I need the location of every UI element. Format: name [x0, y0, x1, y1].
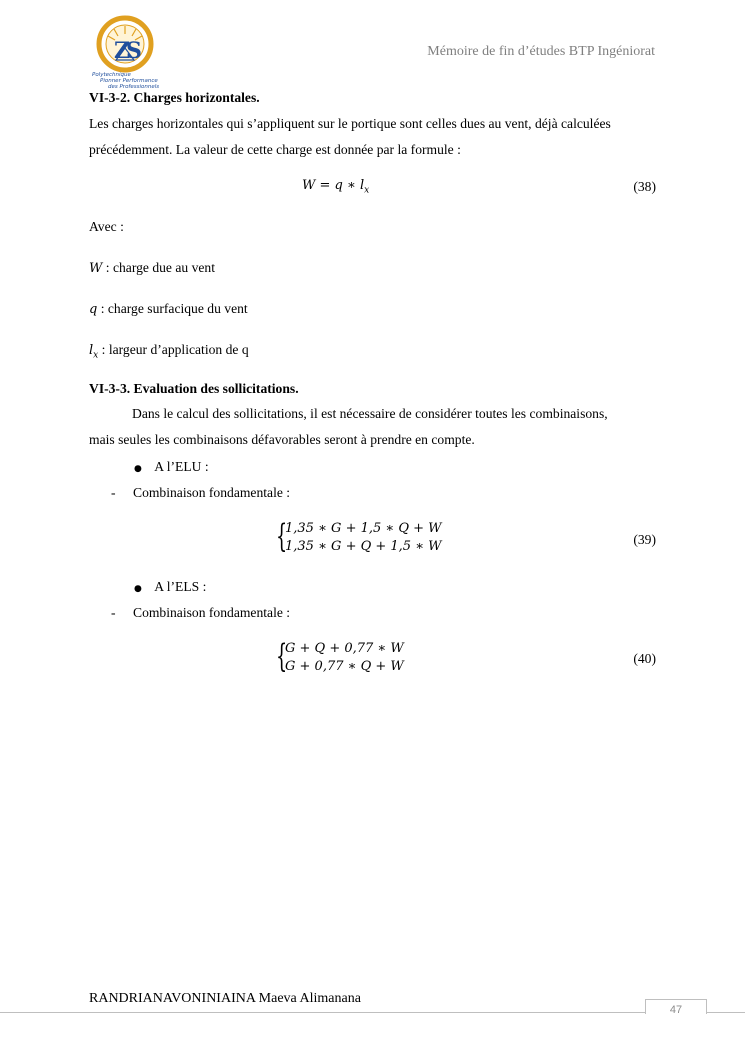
paragraph-line: précédemment. La valeur de cette charge est donnée par la formule :: [89, 142, 461, 157]
bullet-text: A l’ELU :: [154, 459, 209, 474]
bullet-icon: ●: [134, 464, 142, 474]
equation-number: (38): [633, 179, 656, 194]
header-title: Mémoire de fin d’études BTP Ingéniorat: [427, 44, 655, 59]
page-number-box: [645, 999, 707, 1014]
equation-39-line-2: 1,35 ∗ G + Q + 1,5 ∗ W: [285, 539, 442, 554]
school-logo: [86, 14, 164, 92]
svg-text:Z: Z: [114, 38, 131, 64]
svg-text:Pionner Performance: Pionner Performance: [100, 78, 158, 84]
page-number: 47: [669, 1004, 683, 1016]
formula-subscript: x: [364, 185, 370, 196]
equation-number: (40): [633, 651, 656, 666]
dash-marker: -: [111, 605, 116, 620]
brace-icon: {: [276, 637, 288, 675]
svg-text:S: S: [126, 38, 142, 64]
symbol: W: [89, 261, 103, 276]
svg-text:Polytechnique: Polytechnique: [92, 72, 131, 78]
section-heading-sollicitations: VI-3-3. Evaluation des sollicitations.: [89, 381, 299, 396]
bullet-els: [134, 578, 206, 598]
formula-38: [302, 178, 369, 196]
paragraph-line: Les charges horizontales qui s’appliquent sur le portique sont celles dues au vent, déjà calculées: [89, 116, 611, 131]
definition-q: [89, 300, 248, 318]
equation-39-line-1: 1,35 ∗ G + 1,5 ∗ Q + W: [285, 521, 442, 536]
avec-label: Avec :: [89, 219, 124, 234]
definition-lx: [89, 341, 249, 365]
dash-marker: -: [111, 485, 116, 500]
equation-number: (39): [633, 532, 656, 547]
symbol-subscript: x: [93, 350, 99, 361]
combination-label: Combinaison fondamentale :: [133, 605, 291, 620]
symbol: q: [89, 302, 98, 317]
paragraph-line: mais seules les combinaisons défavorables seront à prendre en compte.: [89, 432, 475, 447]
section-heading-charges: VI-3-2. Charges horizontales.: [89, 90, 260, 105]
definition-text: : charge surfacique du vent: [97, 301, 248, 316]
bullet-elu: [134, 458, 209, 478]
combination-label: Combinaison fondamentale :: [133, 485, 291, 500]
definition-w: [89, 259, 215, 277]
svg-text:des Professionnels: des Professionnels: [108, 84, 160, 90]
footer-rule: [0, 1012, 745, 1013]
footer-author: RANDRIANAVONINIAINA Maeva Alimanana: [89, 991, 361, 1006]
formula-text: W = q ∗ l: [302, 178, 365, 193]
bullet-icon: ●: [134, 584, 142, 594]
symbol: l: [89, 343, 94, 358]
definition-text: : charge due au vent: [102, 260, 215, 275]
equation-40-line-2: G + 0,77 ∗ Q + W: [285, 659, 404, 674]
equation-40-line-1: G + Q + 0,77 ∗ W: [285, 641, 404, 656]
definition-text: : largeur d’application de q: [98, 342, 249, 357]
paragraph-line: Dans le calcul des sollicitations, il est nécessaire de considérer toutes les combinaisons,: [132, 406, 608, 421]
brace-icon: {: [276, 517, 288, 555]
bullet-text: A l’ELS :: [154, 579, 207, 594]
